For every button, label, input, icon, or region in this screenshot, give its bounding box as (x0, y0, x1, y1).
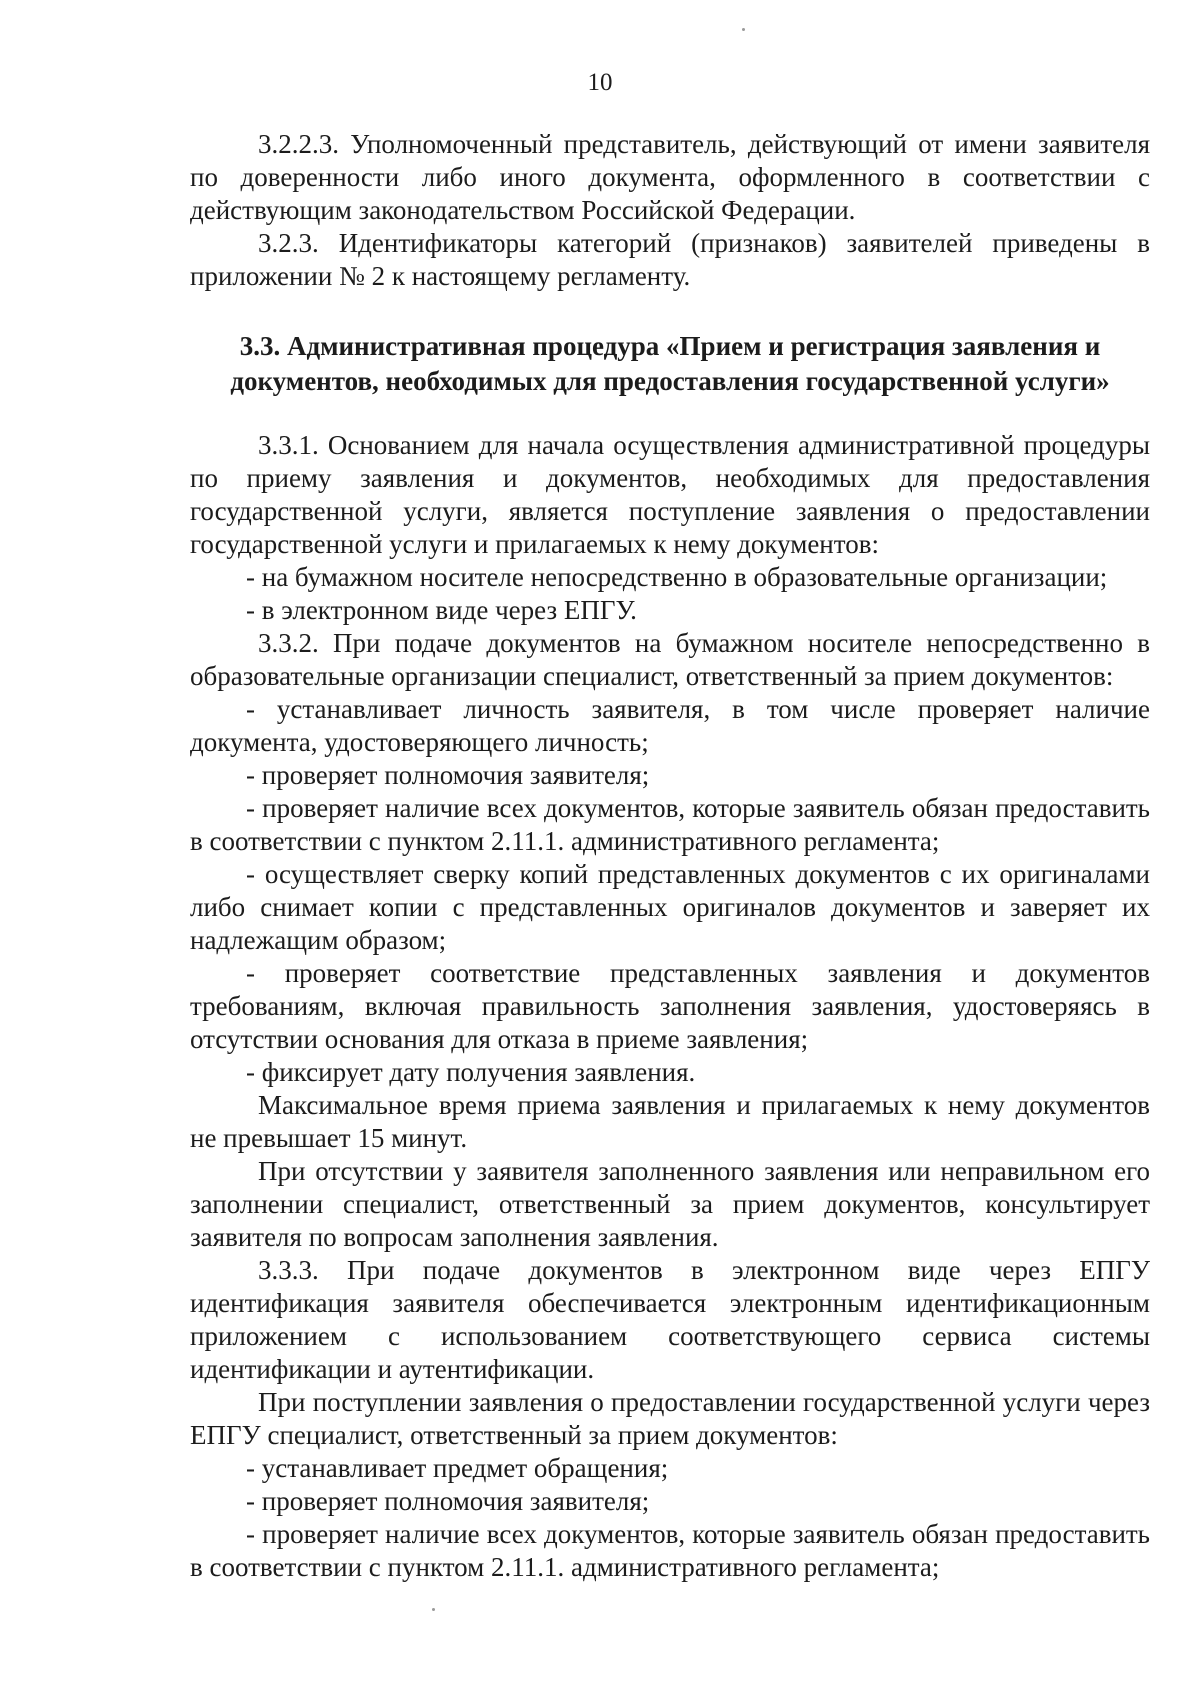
list-item: - проверяет наличие всех документов, которые заявитель обязан предоставить в соответствии с пунктом 2.11.1. административного регламента; (190, 793, 1150, 856)
list-item: - фиксирует дату получения заявления. (246, 1057, 696, 1087)
paragraph-3-3-3: 3.3.3. При подаче документов в электронном виде через ЕПГУ идентификация заявителя обеспечивается электронным идентификационным приложением с использованием соответствующего сервиса системы идентификации и аутентификации. (190, 1255, 1150, 1384)
paragraph-max-time: Максимальное время приема заявления и прилагаемых к нему документов не превышает 15 минут. (190, 1090, 1150, 1153)
list-item: - осуществляет сверку копий представленных документов с их оригиналами либо снимает копии с представленных оригиналов документов и заверяет их надлежащим образом; (190, 859, 1150, 955)
paragraph-3-3-2: 3.3.2. При подаче документов на бумажном носителе непосредственно в образовательные организации специалист, ответственный за прием документов: (190, 628, 1150, 691)
paragraph-epgu-receipt: При поступлении заявления о предоставлении государственной услуги через ЕПГУ специалист, ответственный за прием документов: (190, 1387, 1150, 1450)
list-item: - устанавливает предмет обращения; (246, 1453, 669, 1483)
section-heading-line-2: документов, необходимых для предоставления государственной услуги» (230, 366, 1110, 396)
list-item: - проверяет наличие всех документов, которые заявитель обязан предоставить в соответствии с пунктом 2.11.1. административного регламента; (190, 1519, 1150, 1582)
section-heading-3-3 (190, 329, 1150, 399)
document-body (190, 128, 1150, 1584)
list-item: - устанавливает личность заявителя, в том числе проверяет наличие документа, удостоверяющего личность; (190, 694, 1150, 757)
paragraph-consultation: При отсутствии у заявителя заполненного заявления или неправильном его заполнении специалист, ответственный за прием документов, консультирует заявителя по вопросам заполнения заявления. (190, 1156, 1150, 1252)
list-item: - проверяет полномочия заявителя; (246, 760, 650, 790)
scan-speck (742, 28, 745, 31)
list-item: - в электронном виде через ЕПГУ. (246, 595, 637, 625)
section-heading-line-1: 3.3. Административная процедура «Прием и регистрация заявления и (239, 331, 1101, 361)
paragraph-3-2-2-3: 3.2.2.3. Уполномоченный представитель, действующий от имени заявителя по доверенности либо иного документа, оформленного в соответствии с действующим законодательством Российской Федерации. (190, 129, 1150, 225)
list-item: - проверяет соответствие представленных заявления и документов требованиям, включая правильность заполнения заявления, удостоверяясь в отсутствии основания для отказа в приеме заявления; (190, 958, 1150, 1054)
paragraph-3-2-3: 3.2.3. Идентификаторы категорий (признаков) заявителей приведены в приложении № 2 к настоящему регламенту. (190, 228, 1150, 291)
paragraph-3-3-1: 3.3.1. Основанием для начала осуществления административной процедуры по приему заявления и документов, необходимых для предоставления государственной услуги, является поступление заявления о предоставлении государственной услуги и прилагаемых к нему документов: (190, 430, 1150, 559)
scan-speck (432, 1608, 435, 1611)
list-item: - на бумажном носителе непосредственно в образовательные организации; (246, 562, 1108, 592)
list-item: - проверяет полномочия заявителя; (246, 1486, 650, 1516)
page-number: 10 (587, 69, 613, 96)
